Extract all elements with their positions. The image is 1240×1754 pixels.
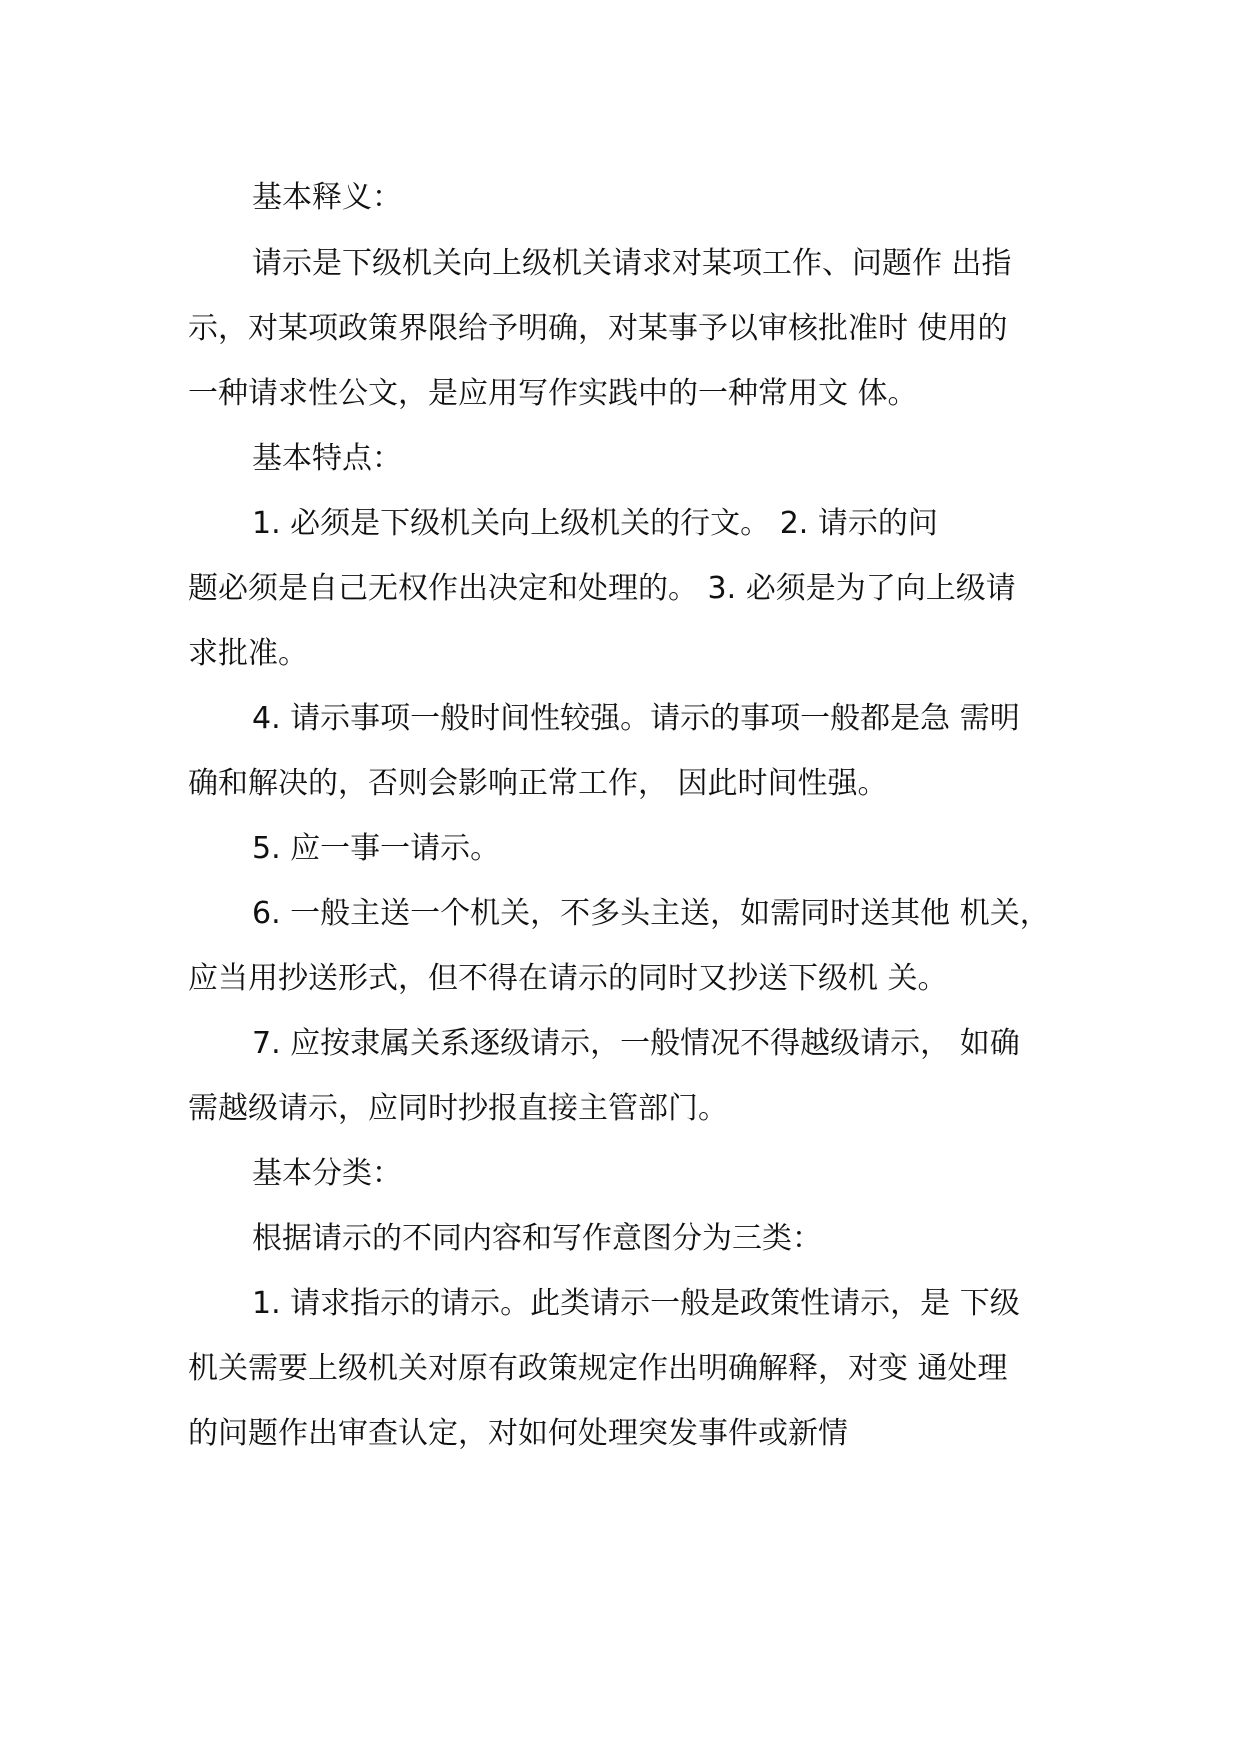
paragraph-line: 的问题作出审查认定，对如何处理突发事件或新情 bbox=[188, 1416, 848, 1451]
paragraph-line: 4. 请示事项一般时间性较强。请示的事项一般都是急 需明 bbox=[252, 701, 1020, 736]
paragraph-line: 需越级请示，应同时抄报直接主管部门。 bbox=[188, 1091, 728, 1126]
paragraph-line: 求批准。 bbox=[188, 636, 308, 671]
paragraph-line: 应当用抄送形式，但不得在请示的同时又抄送下级机 关。 bbox=[188, 961, 948, 996]
paragraph-line: 请示是下级机关向上级机关请求对某项工作、问题作 出指 bbox=[252, 246, 1012, 281]
heading-basic-definition: 基本释义： bbox=[252, 180, 402, 215]
paragraph-line: 6. 一般主送一个机关，不多头主送，如需同时送其他 机关， bbox=[252, 896, 1050, 931]
paragraph-line: 5. 应一事一请示。 bbox=[252, 831, 501, 866]
paragraph-line: 确和解决的，否则会影响正常工作， 因此时间性强。 bbox=[188, 766, 888, 801]
paragraph-line: 1. 请求指示的请示。此类请示一般是政策性请示，是 下级 bbox=[252, 1286, 1020, 1321]
paragraph-line: 1. 必须是下级机关向上级机关的行文。 2. 请示的问 bbox=[252, 506, 938, 541]
paragraph-line: 题必须是自己无权作出决定和处理的。 3. 必须是为了向上级请 bbox=[188, 571, 1016, 606]
paragraph-line: 示，对某项政策界限给予明确，对某事予以审核批准时 使用的 bbox=[188, 311, 1008, 346]
paragraph-line: 一种请求性公文，是应用写作实践中的一种常用文 体。 bbox=[188, 376, 918, 411]
paragraph-line: 根据请示的不同内容和写作意图分为三类： bbox=[252, 1221, 822, 1256]
paragraph-line: 机关需要上级机关对原有政策规定作出明确解释，对变 通处理 bbox=[188, 1351, 1008, 1386]
heading-basic-features: 基本特点： bbox=[252, 441, 402, 476]
heading-basic-classification: 基本分类： bbox=[252, 1156, 402, 1191]
paragraph-line: 7. 应按隶属关系逐级请示，一般情况不得越级请示， 如确 bbox=[252, 1026, 1020, 1061]
